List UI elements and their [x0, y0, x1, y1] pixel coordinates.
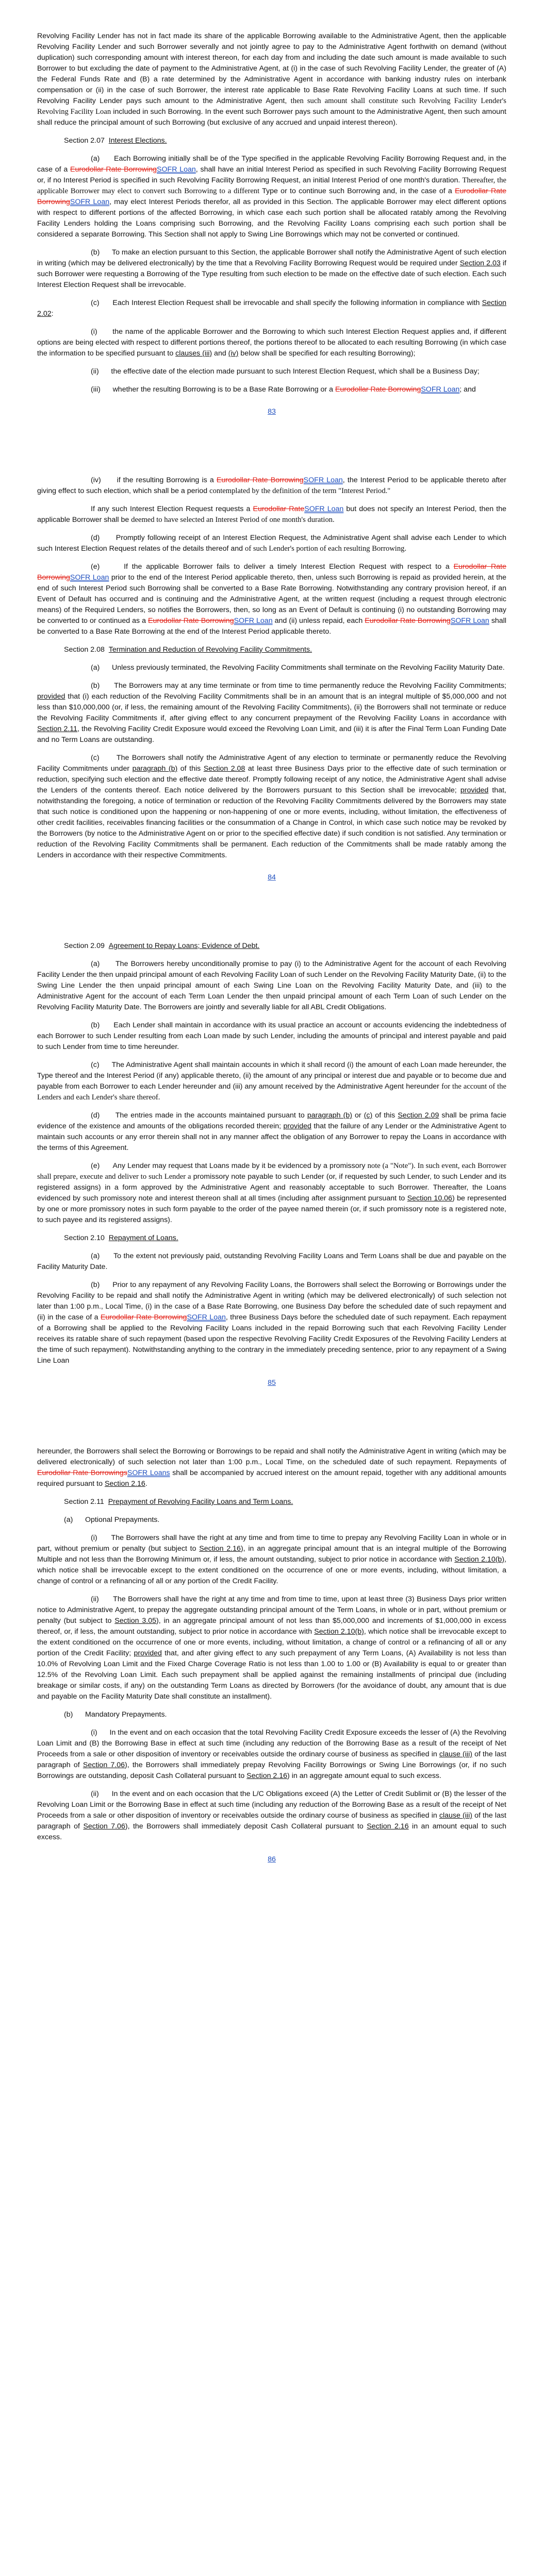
deleted-text: Eurodollar Rate Borrowing [216, 476, 304, 484]
text: ; and [459, 385, 476, 394]
inserted-text: SOFR Loan [303, 476, 343, 484]
text: the name of the applicable Borrower and the Borrowing to which such Interest Election Request applies and, if different options are being elected with respect to different portions thereof, the portions thereof to be allocated to each resulting Borrowing (in which case the information to be specified pursuant to [37, 328, 506, 358]
text: if such Borrower were requesting a Borrowing of the Type resulting from such election to be made on the effective date of such election. Each such Interest Election Request shall be irrevocable. [37, 259, 506, 289]
text: shall be prima facie evidence of the existence and amounts of the obligations recorded therein; [37, 1111, 507, 1130]
clause-2-11-a [64, 1515, 506, 1526]
inserted-text: SOFR Loan [187, 1313, 226, 1321]
clause-2-11-b-i [37, 1727, 506, 1782]
text: whether the resulting Borrowing is to be a Base Rate Borrowing or a [112, 385, 335, 394]
text: promissory note payable to such Lender (or, if requested by such Lender, to such Lender and its registered assigns) in a form approved by the Administrative Agent and reasonably acceptable to such Borrower. Thereafter, the Loans evidenced by such promissory note and interest thereon shall at all times (including after assignment pursuant to [37, 1173, 506, 1202]
clause-2-08-a [37, 663, 506, 673]
clause-2-09-d [37, 1110, 506, 1154]
section-heading-2-09 [64, 941, 506, 952]
text: Promptly following receipt of an Interest Election Request, the Administrative Agent shall advise each Lender to which such Interest Election Request relates of the details thereof and [37, 534, 506, 553]
text: of this [177, 765, 204, 773]
clause-2-07-a [37, 154, 506, 240]
text: for the account of the Lenders and each Lender's share thereof. [37, 1082, 506, 1101]
text: contemplated by the definition of the term "Interest Period." [209, 487, 391, 495]
text: If the applicable Borrower fails to deliver a timely Interest Election Request with respect to a [124, 563, 454, 571]
text: of such Lender's portion of each resulting Borrowing. [245, 545, 407, 553]
text: Thereafter, the applicable Borrower may elect to convert such Borrowing to a different [37, 176, 507, 195]
clause-label: (b) [64, 1710, 73, 1719]
section-title: Agreement to Repay Loans; Evidence of Debt. [108, 942, 260, 950]
inserted-text: SOFR Loan [70, 198, 110, 206]
clause-2-11-a-ii [37, 1594, 506, 1702]
text: that the failure of any Lender or the Administrative Agent to maintain such accounts or any error therein shall not in any manner affect the obligation of any Borrower to repay the Loans in accordance with the terms of this Agreement. [37, 1122, 507, 1152]
text: Optional Prepayments. [85, 1516, 160, 1524]
text: below shall be specified for each resulting Borrowing); [238, 349, 416, 358]
clause-2-07-c-i [37, 327, 506, 359]
text: ), the Borrowers shall immediately deposit Cash Collateral pursuant to [125, 1822, 367, 1831]
text: In the event and on each occasion that the total Revolving Facility Credit Exposure exceeds the lesser of (A) the Revolving Loan Limit and (B) the Borrowing Base in effect at such time (including any reduction of the Borrowing Base as a result of the receipt of Net Proceeds from a sale or other disposition of inventory or receivables outside the ordinary course of business as specified in [37, 1728, 506, 1758]
cross-reference: Section 2.16 [104, 1480, 145, 1488]
text: deemed to have selected an Interest Period of one month's duration. [131, 516, 335, 524]
text: The Borrowers hereby unconditionally promise to pay (i) to the Administrative Agent for the account of each Revolving Facility Lender the then unpaid principal amount of each Revolving Facility Loan of such Lender on the Revolving Facility Maturity Date, (ii) to the Swing Line Lender the then unpaid principal amount of each Swing Line Loan on the Revolving Facility Maturity Date, and (iii) to the Administrative Agent for the account of each Term Loan Lender the then unpaid principal amount of each Term Loan of such Lender on the Revolving Facility Maturity Date. The Borrowers are jointly and severally liable for all ABL Credit Obligations. [37, 960, 507, 1011]
text: of the last paragraph of [37, 1750, 506, 1769]
text: , shall have an initial Interest Period as specified in such Revolving Facility Borrowing Request or, if no Interest Period is specified in such Revolving Facility Borrowing Request, an initial Interest Period of one month's duration. [37, 165, 506, 184]
text: Each Interest Election Request shall be irrevocable and shall specify the following information in compliance with [112, 299, 482, 307]
clause-label: (iii) [91, 385, 101, 394]
page-number: 86 [268, 1855, 276, 1863]
clause-label: (e) [91, 1162, 100, 1170]
clause-2-07-e [37, 562, 506, 637]
cross-reference: Section 2.08 [203, 765, 245, 773]
section-title: Termination and Reduction of Revolving Facility Commitments. [108, 646, 312, 654]
proviso: provided [283, 1122, 311, 1130]
text: Revolving Facility Lender has not in fact made its share of the applicable Borrowing available to the Administrative Agent, then the applicable Revolving Facility Lender and such Borrower severally and not jointly agree to pay to the Administrative Agent forthwith on demand (without duplication) such corresponding amount with interest thereon, for each day from and including the date such amount is made available to such Borrower to but excluding the date of payment to the Administrative Agent, at (i) in the case of such Revolving Facility Lender, the greater of (A) the Federal Funds Rate and (B) a rate determined by the Administrative Agent in accordance with banking industry rules on interbank compensation or (ii) in the case of such Borrower, the interest rate applicable to Base Rate Revolving Facility Loans at such time. If such Revolving Facility Lender pays such amount to the Administrative Agent, [37, 32, 506, 105]
text: of this [372, 1111, 398, 1120]
cross-reference: Section 2.10(b) [314, 1628, 364, 1636]
proviso: provided [460, 786, 489, 794]
cross-reference: paragraph (b) [307, 1111, 352, 1120]
text: To make an election pursuant to this Section, the applicable Borrower shall notify the Administrative Agent of such election in writing (which may be delivered electronically) by the time that a Revolving Facility Borrowing Request would be required under [37, 248, 506, 267]
text: If any such Interest Election Request requests a [91, 505, 253, 513]
text: included in such Borrowing. In the event such Borrower pays such amount to the Administrative Agent, then such amount shall reduce the principal amount of such Borrowing (but exclusive of any accrued and unpaid interest thereon). [37, 108, 506, 127]
deleted-text: Eurodollar Rate Borrowing [70, 165, 157, 174]
cross-reference: Section 2.09 [398, 1111, 439, 1120]
deleted-text: Eurodollar Rate Borrowing [365, 617, 451, 625]
text: ), the Borrowers shall immediately prepay Revolving Facility Borrowings or Swing Line Borrowings (or, if no such Borrowings are outstanding, deposit Cash Collateral pursuant to [37, 1761, 506, 1780]
clause-label: (a) [64, 1516, 73, 1524]
inserted-text: SOFR Loan [70, 573, 109, 582]
cross-reference: Section 2.03 [459, 259, 501, 267]
clause-2-07-c-iv [37, 475, 506, 497]
text: if the resulting Borrowing is a [117, 476, 217, 484]
clause-label: (c) [91, 299, 100, 307]
cross-reference: paragraph (b) [132, 765, 178, 773]
text: note (a "Note"). In such event, each Borrower shall prepare, execute and deliver to such Lender a [37, 1162, 507, 1181]
section-number: Section 2.08 [64, 646, 105, 654]
clause-label: (ii) [91, 1595, 99, 1603]
text: at least three Business Days prior to the effective date of such termination or reduction, specifying such election and the effective date thereof. Promptly following receipt of any notice, the Administrative Agent shall advise the Lenders of the contents thereof. Each notice delivered by the Borrowers pursuant to this Section shall be irrevocable; [37, 765, 506, 794]
text: Unless previously terminated, the Revolving Facility Commitments shall terminate on the Revolving Facility Maturity Date. [112, 664, 505, 672]
section-number: Section 2.07 [64, 137, 105, 145]
clause-label: (b) [91, 248, 100, 257]
clause-label: (i) [91, 1728, 97, 1737]
clause-label: (d) [91, 1111, 100, 1120]
clause-label: (b) [91, 682, 100, 690]
text: then such amount shall constitute such Revolving Facility Lender's Revolving Facility Loan [37, 97, 506, 116]
text: , three Business Days before the scheduled date of such repayment. Each repayment of a Borrowing shall be applied to the Revolving Facility Loans included in the repaid Borrowing such that each Revolving Facility Lender receives its ratable share of such repayment (based upon the respective Revolving Facility Credit Exposures of the Revolving Facility Lenders at the time of such repayment). Notwithstanding anything to the contrary in the immediately preceding sentence, prior to any repayment of a Swing Line Loan [37, 1313, 506, 1365]
clause-label: (d) [91, 534, 100, 542]
text: , may elect Interest Periods therefor, all as provided in this Section. The applicable Borrower may elect different options with respect to different portions of the affected Borrowing, in which case each such portion shall be allocated ratably among the Revolving Facility Lenders holding the Loans comprising such Borrowing, and the Revolving Facility Loans comprising each such portion shall be considered a separate Borrowing. This Section shall not apply to Swing Line Borrowings which may not be converted or continued. [37, 198, 506, 239]
cross-reference: Section 3.05 [114, 1617, 156, 1625]
text: , which notice shall be irrevocable except to the extent conditioned on the occurrence of one or more events, including, without limitation, a change of control or a refinancing of all or any portion of the Credit Facility; [37, 1628, 506, 1657]
cross-reference: Section 2.02 [37, 299, 506, 318]
clause-2-09-c [37, 1060, 506, 1103]
text: and (ii) unless repaid, each [272, 617, 365, 625]
clause-2-11-b-ii [37, 1789, 506, 1843]
section-number: Section 2.11 [64, 1498, 104, 1506]
text: The Borrowers shall have the right at any time and from time to time to prepay any Revolving Facility Loan in whole or in part, without premium or penalty (but subject to [37, 1534, 506, 1553]
cross-reference: Section 10.06 [407, 1194, 452, 1202]
section-heading-2-08 [64, 645, 506, 655]
deleted-text: Eurodollar Rate [253, 505, 305, 513]
cross-reference: Section 7.06 [83, 1761, 125, 1769]
clause-2-09-e [37, 1161, 506, 1226]
cross-reference: Section 2.16 [246, 1772, 288, 1780]
page-number: 85 [268, 1379, 276, 1387]
section-number: Section 2.10 [64, 1234, 105, 1242]
text: in an amount equal to such excess. [37, 1822, 507, 1841]
page-number: 83 [268, 408, 276, 416]
clause-2-10-b [37, 1280, 506, 1366]
text: The entries made in the accounts maintained pursuant to [115, 1111, 307, 1120]
text: of the last paragraph of [37, 1811, 506, 1831]
clause-label: (b) [91, 1021, 100, 1029]
cross-reference: clauses (iii) [175, 349, 212, 358]
clause-label: (a) [91, 1252, 100, 1260]
text: hereunder, the Borrowers shall select the Borrowing or Borrowings to be repaid and shall notify the Administrative Agent in writing (which may be delivered electronically) of such selection not later than 1:00 p.m., Local Time, on the scheduled date of such repayment. Repayments of [37, 1447, 506, 1466]
inserted-text: SOFR Loan [450, 617, 489, 625]
clause-2-08-b [37, 681, 506, 745]
text: that (i) each reduction of the Revolving Facility Commitments shall be in an amount that is an integral multiple of $5,000,000 and not less than $10,000,000 (or, if less, the remaining amount of the Revolving Facility Commitments), (ii) the Borrowers shall not terminate or reduce the Revolving Facility Commitments if, after giving effect to any concurrent prepayment of the Revolving Facility Loans in accordance with [37, 692, 506, 722]
clause-2-07-c-ii [37, 366, 506, 377]
deleted-text: Eurodollar Rate Borrowing [148, 617, 234, 625]
text: ), in an aggregate principal amount of not less than $5,000,000 and increments of $1,000,000 in excess thereof, or, if less, the amount outstanding, subject to prior notice in accordance with [37, 1617, 506, 1636]
text: Each Lender shall maintain in accordance with its usual practice an account or accounts evidencing the indebtedness of each Borrower to such Lender resulting from each Loan made by such Lender, including the amounts of principal and interest payable and paid to such Lender from time to time hereunder. [37, 1021, 506, 1051]
clause-2-07-d [37, 533, 506, 554]
clause-label: (a) [91, 664, 100, 672]
section-heading-2-07 [64, 135, 506, 146]
clause-2-09-a [37, 959, 506, 1013]
text: The Borrowers shall have the right at any time and from time to time, upon at least three (3) Business Days prior written notice to Administrative Agent, to prepay the aggregate outstanding principal amount of the Term Loans, in whole or in part, without premium or penalty (but subject to [37, 1595, 506, 1625]
section-heading-2-11 [64, 1497, 506, 1507]
clause-label: (i) [91, 328, 97, 336]
text: ) be represented by one or more promissory notes in such form payable to the order of the payee named therein (or, if such promissory note is a registered note, to such payee and its registered assigns). [37, 1194, 506, 1224]
text: but does not specify an Interest Period, then the applicable Borrower shall be [37, 505, 506, 524]
text: ) in an aggregate amount equal to such excess. [287, 1772, 441, 1780]
text: that, notwithstanding the foregoing, a notice of termination or reduction of the Revolving Facility Commitments delivered by the Borrowers may state that such notice is conditioned upon the happening or non-happening of one or more events, including, without limitation, the effectiveness of other credit facilities, receivables financing facilities or the consummation of a Change in Control, in which case such notice may be revoked by the Borrowers (by notice to the Administrative Agent on or prior to the specified effective date) if such condition is not satisfied. Any termination or reduction of the Revolving Facility Commitments shall be permanent. Each reduction of the Commitments shall be made ratably among the Lenders in accordance with their respective Commitments. [37, 786, 506, 859]
proviso: provided [134, 1649, 162, 1657]
text: The Administrative Agent shall maintain accounts in which it shall record (i) the amount of each Loan made hereunder, the Type thereof and the Interest Period (if any) applicable thereto, (ii) the amount of any principal or interest due and payable or to become due and payable from each Borrower to each Lender hereunder and (iii) any amount received by the Administrative Agent hereunder [37, 1061, 506, 1091]
clause-2-10-b-continuation [37, 1446, 506, 1489]
section-title: Prepayment of Revolving Facility Loans and Term Loans. [108, 1498, 293, 1506]
cross-reference: (iv) [228, 349, 239, 358]
text: ), in an aggregate principal amount that is an integral multiple of the Borrowing Multiple and not less than the Borrowing Minimum or, if less, the amount outstanding, subject to prior notice in accordance with [37, 1545, 506, 1564]
inserted-text: SOFR Loan [421, 385, 460, 394]
cross-reference: clause (iii) [439, 1750, 472, 1758]
document-body [37, 31, 506, 1923]
page-number: 84 [268, 873, 276, 882]
clause-label: (b) [91, 1281, 100, 1289]
cross-reference: (c) [364, 1111, 373, 1120]
text: In the event and on each occasion that the L/C Obligations exceed (A) the Letter of Credit Sublimit or (B) the lesser of the Revolving Loan Limit or the Borrowing Base in effect at such time (including any reduction of the Borrowing Base as a result of the receipt of Net Proceeds from a sale or other disposition of inventory or receivables outside the ordinary course of business as specified in [37, 1790, 507, 1820]
text: Any Lender may request that Loans made by it be evidenced by a promissory [112, 1162, 368, 1170]
text: shall be converted to a Base Rate Borrowing at the end of the Interest Period applicable thereto. [37, 617, 507, 636]
clause-2-09-b [37, 1020, 506, 1053]
clause-2-07-c [37, 298, 506, 319]
clause-2-10-a [37, 1251, 506, 1273]
clause-label: (e) [91, 563, 100, 571]
text: The Borrowers may at any time terminate or from time to time permanently reduce the Revolving Facility Commitments; [114, 682, 506, 690]
clause-2-08-c [37, 753, 506, 861]
inserted-text: SOFR Loan [304, 505, 344, 513]
cross-reference: Section 2.11 [37, 725, 78, 733]
text: shall be accompanied by accrued interest on the amount repaid, together with any additional amounts required pursuant to [37, 1469, 506, 1488]
clause-label: (a) [91, 960, 100, 968]
inserted-text: SOFR Loans [127, 1469, 170, 1477]
deleted-text: Eurodollar Rate Borrowing [335, 385, 421, 394]
section-number: Section 2.09 [64, 942, 105, 950]
deleted-text: Eurodollar Rate Borrowing [37, 563, 506, 582]
text: and [212, 349, 228, 358]
proviso: provided [37, 692, 65, 701]
paragraph-agent-funding [37, 31, 506, 128]
text: : [51, 310, 54, 318]
text: that, and after giving effect to any such prepayment of any Term Loans, (A) Availability is not less than 10.0% of Revolving Loan Limit and the Fixed Charge Coverage Ratio is not less than 1.00 to 1.00 or (B) Availability is equal to or greater than 12.5% of the Revolving Loan Limit. Each such prepayment shall be applied against the remaining installments of principal due (including breakage or similar costs, if any) on the outstanding Term Loans as directed by Borrowers (for the avoidance of doubt, any amount that is due and payable on the Facility Maturity Date shall constitute an installment). [37, 1649, 507, 1701]
cross-reference: Section 2.10(b) [454, 1555, 505, 1564]
deleted-text: Eurodollar Rate Borrowing [37, 187, 506, 206]
section-heading-2-10 [64, 1233, 506, 1244]
inserted-text: SOFR Loan [157, 165, 196, 174]
cross-reference: Section 7.06 [83, 1822, 125, 1831]
clause-label: (iv) [91, 476, 101, 484]
section-title: Repayment of Loans. [108, 1234, 178, 1242]
clause-2-07-b [37, 247, 506, 291]
text: The Borrowers shall notify the Administrative Agent of any election to terminate or permanently reduce the Revolving Facility Commitments under [37, 754, 507, 773]
clause-2-11-a-i [37, 1533, 506, 1587]
clause-label: (c) [91, 754, 100, 762]
text: Mandatory Prepayments. [85, 1710, 167, 1719]
clause-2-07-c-iii [37, 384, 506, 395]
cross-reference: Section 2.16 [199, 1545, 241, 1553]
text: . [145, 1480, 147, 1488]
clause-2-11-b [64, 1709, 506, 1720]
clause-label: (c) [91, 1061, 100, 1069]
text: , which notice shall be irrevocable except to the extent conditioned on the occurrence of one or more events, including, without limitation, a change of control or a refinancing of all or any portion of the Credit Facility. [37, 1555, 507, 1585]
text: To the extent not previously paid, outstanding Revolving Facility Loans and Term Loans shall be due and payable on the Facility Maturity Date. [37, 1252, 506, 1271]
inserted-text: SOFR Loan [234, 617, 273, 625]
text: or [352, 1111, 364, 1120]
clause-2-07-c-continuation [37, 504, 506, 526]
text: the effective date of the election made pursuant to such Interest Election Request, which shall be a Business Day; [111, 367, 480, 376]
section-title: Interest Elections. [108, 137, 167, 145]
text: Type or to continue such Borrowing and, in the case of a [259, 187, 455, 195]
text: , the Interest Period to be applicable thereto after giving effect to such election, which shall be a period [37, 476, 506, 495]
text: , the Revolving Facility Credit Exposure would exceed the Revolving Loan Limit, and (iii) it is after the Final Term Loan Funding Date and no Term Loans are outstanding. [37, 725, 506, 744]
text: prior to the end of the Interest Period applicable thereto, then, unless such Borrowing is repaid as provided herein, at the end of such Interest Period such Borrowing shall be converted to a Base Rate Borrowing. Notwithstanding any contrary provision hereof, if an Event of Default has occurred and is continuing and the Administrative Agent, at the written request (including a request through electronic means) of the Required Lenders, so notifies the Borrowers, then, so long as an Event of Default is continuing (i) no outstanding Borrowing may be converted to or continued as a [37, 573, 506, 625]
clause-label: (a) [91, 155, 100, 163]
clause-label: (ii) [91, 367, 99, 376]
deleted-text: Eurodollar Rate Borrowings [37, 1469, 127, 1477]
text: Each Borrowing initially shall be of the Type specified in the applicable Revolving Facility Borrowing Request and, in the case of a [37, 155, 506, 174]
cross-reference: Section 2.16 [367, 1822, 409, 1831]
deleted-text: Eurodollar Rate Borrowing [101, 1313, 187, 1321]
cross-reference: clause (iii) [439, 1811, 472, 1820]
clause-label: (ii) [91, 1790, 99, 1798]
clause-label: (i) [91, 1534, 97, 1542]
text: Prior to any repayment of any Revolving Facility Loans, the Borrowers shall select the Borrowing or Borrowings under the Revolving Facility to be repaid and shall notify the Administrative Agent in writing (which may be delivered electronically) of such selection not later than 1:00 p.m., Local Time, (i) in the case of a Base Rate Borrowing, one Business Day before the scheduled date of such repayment and (ii) in the case of a [37, 1281, 506, 1321]
